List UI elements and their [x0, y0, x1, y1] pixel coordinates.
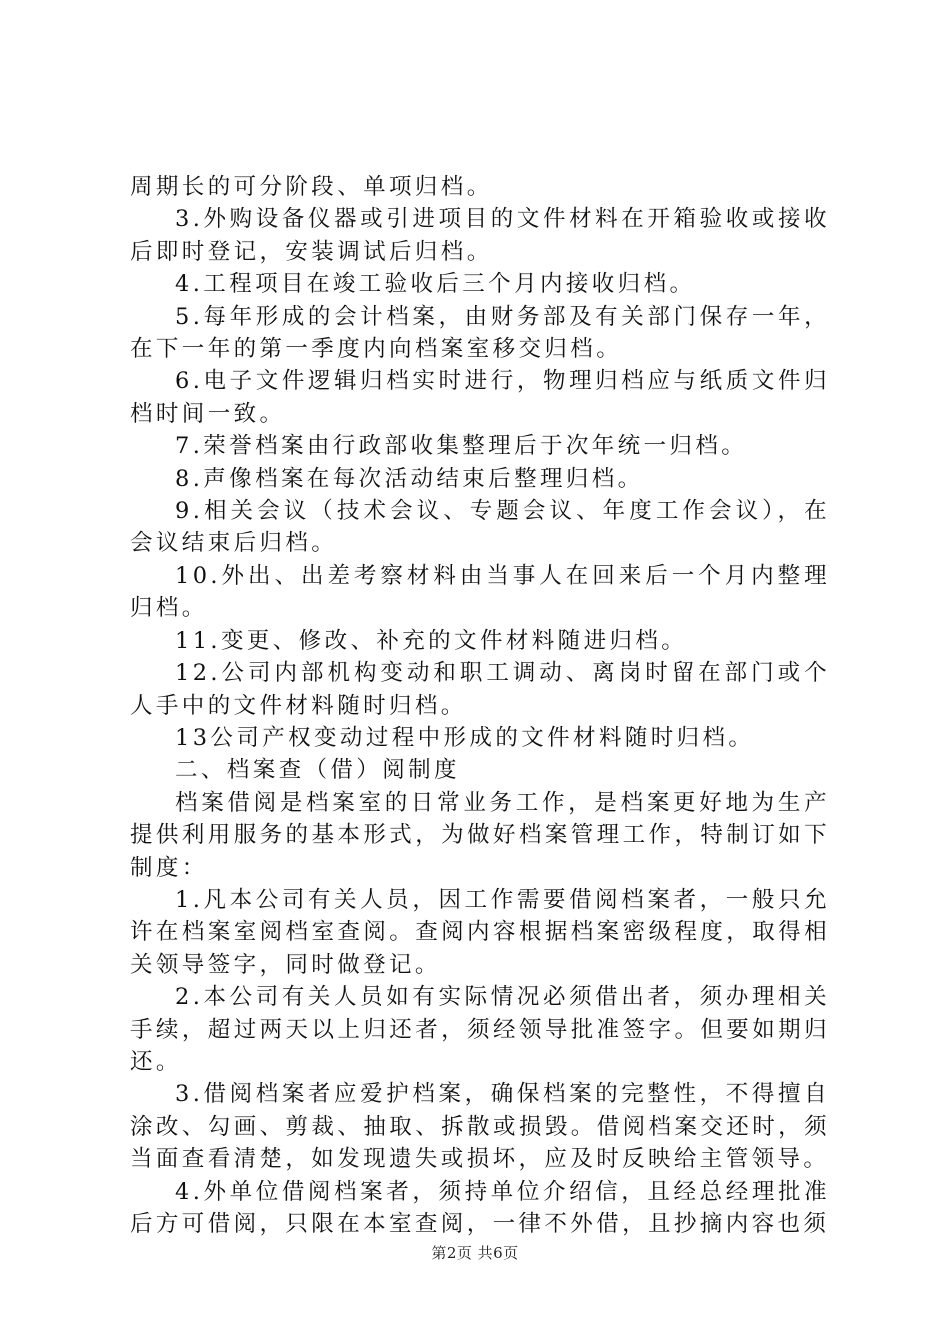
paragraph-item-11: 11.变更、修改、补充的文件材料随进归档。: [175, 627, 688, 654]
paragraph-item-13: 13公司产权变动过程中形成的文件材料随时归档。: [175, 724, 755, 751]
paragraph-item-4: 4.工程项目在竣工验收后三个月内接收归档。: [175, 271, 696, 298]
rule-item-2: 2.本公司有关人员如有实际情况必须借出者，须办理相关手续，超过两天以上归还者，须经领导批准签字。但要如期归还。: [130, 984, 830, 1075]
section-intro: 档案借阅是档案室的日常业务工作，是档案更好地为生产提供利用服务的基本形式，为做好档案管理工作，特制订如下制度：: [130, 789, 830, 881]
paragraph-item-8: 8.声像档案在每次活动结束后整理归档。: [175, 465, 644, 492]
document-body: [130, 171, 830, 1240]
rule-item-1: 1.凡本公司有关人员，因工作需要借阅档案者，一般只允许在档案室阅档室查阅。查阅内容根据档案密级程度，取得相关领导签字，同时做登记。: [130, 886, 830, 978]
page-footer: 第2页 共6页: [431, 1244, 519, 1262]
paragraph-item-12: 12.公司内部机构变动和职工调动、离岗时留在部门或个人手中的文件材料随时归档。: [130, 660, 830, 719]
section-heading: 二、档案查（借）阅制度: [175, 757, 460, 784]
paragraph-item-6: 6.电子文件逻辑归档实时进行，物理归档应与纸质文件归档时间一致。: [130, 368, 830, 427]
rule-item-4: 4.外单位借阅档案者，须持单位介绍信，且经总经理批准后方可借阅，只限在本室查阅，一律不外借，且抄摘内容也须: [130, 1178, 830, 1237]
paragraph-item-7: 7.荣誉档案由行政部收集整理后于次年统一归档。: [175, 433, 748, 460]
paragraph-item-10: 10.外出、出差考察材料由当事人在回来后一个月内整理归档。: [130, 562, 830, 622]
paragraph-continuation: 周期长的可分阶段、单项归档。: [130, 174, 493, 200]
paragraph-item-5: 5.每年形成的会计档案，由财务部及有关部门保存一年，在下一年的第一季度内向档案室移交归档。: [130, 303, 830, 363]
rule-item-3: 3.借阅档案者应爱护档案，确保档案的完整性，不得擅自涂改、勾画、剪裁、抽取、拆散或损毁。借阅档案交还时，须当面查看清楚，如发现遗失或损坏，应及时反映给主管领导。: [130, 1081, 830, 1173]
paragraph-item-3: 3.外购设备仪器或引进项目的文件材料在开箱验收或接收后即时登记，安装调试后归档。: [130, 206, 830, 265]
paragraph-item-9: 9.相关会议（技术会议、专题会议、年度工作会议），在会议结束后归档。: [130, 498, 830, 557]
